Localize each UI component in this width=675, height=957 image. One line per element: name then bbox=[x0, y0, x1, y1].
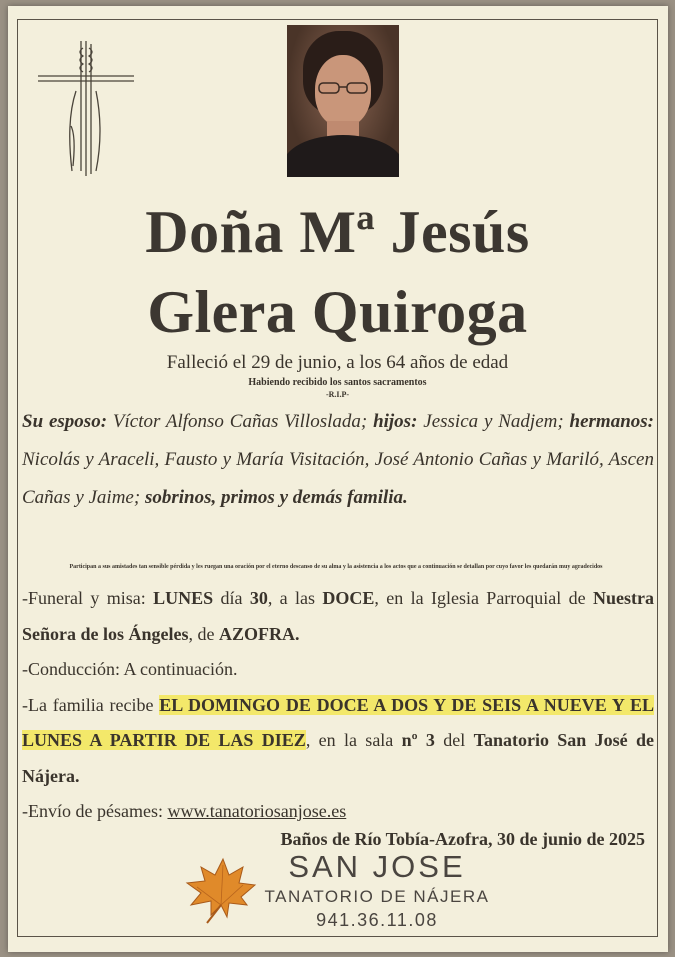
rip-note: -R.I.P- bbox=[325, 390, 350, 399]
place-date: Baños de Río Tobía-Azofra, 30 de junio de 2025 bbox=[280, 829, 645, 849]
spouse-label: Su esposo: bbox=[22, 411, 108, 432]
death-statement: Falleció el 29 de junio, a los 64 años de edad bbox=[166, 352, 509, 373]
family-list bbox=[22, 403, 654, 517]
children-names: Jessica y Nadjem; bbox=[417, 411, 570, 432]
wake-line: -La familia recibe EL DOMINGO DE DOCE A DOS Y DE SEIS A NUEVE Y EL LUNES A PARTIR DE LAS DIEZ, en la sala nº 3 del Tanatorio San José de Nájera. bbox=[22, 694, 654, 786]
brand-subtitle: TANATORIO DE NÁJERA bbox=[264, 887, 490, 906]
siblings-label: hermanos: bbox=[569, 411, 654, 432]
spouse-name: Víctor Alfonso Cañas Villoslada; bbox=[107, 411, 374, 432]
wheat-cross-icon bbox=[36, 36, 136, 181]
deceased-name-line2: Glera Quiroga bbox=[147, 279, 528, 345]
condolences-link[interactable]: www.tanatoriosanjose.es bbox=[167, 801, 347, 821]
wake-schedule-highlight: EL DOMINGO DE DOCE A DOS Y DE SEIS A NUEVE Y EL LUNES A PARTIR DE LAS DIEZ bbox=[22, 694, 654, 750]
sacraments-note: Habiendo recibido los santos sacramentos bbox=[248, 377, 427, 388]
portrait-photo bbox=[287, 25, 399, 177]
deceased-name-line1: Doña Mª Jesús bbox=[145, 199, 530, 265]
conduction-line: -Conducción: A continuación. bbox=[22, 659, 238, 679]
thanks-note: Participan a sus amistades tan sensible pérdida y les ruegan una oración por el eterno descanso de su alma y la asistencia a los actos que a continuación se detallan por cuyo favor les quedarán muy agradecidos bbox=[69, 564, 603, 570]
brand-name: SAN JOSE bbox=[288, 849, 466, 884]
brand-phone: 941.36.11.08 bbox=[316, 910, 438, 930]
funeral-line: -Funeral y misa: LUNES día 30, a las DOCE, en la Iglesia Parroquial de Nuestra Señora de los Ángeles, de AZOFRA. bbox=[22, 588, 654, 644]
maple-leaf-icon bbox=[183, 855, 259, 925]
service-details bbox=[22, 581, 654, 830]
children-label: hijos: bbox=[373, 411, 418, 432]
siblings-names: Nicolás y Araceli, Fausto y María Visitación, José Antonio Cañas y Mariló, Ascen Cañas y Jaime; bbox=[22, 449, 654, 508]
condolences-line: -Envío de pésames: www.tanatoriosanjose.es bbox=[22, 801, 347, 821]
other-family-label: sobrinos, primos y demás familia. bbox=[144, 487, 408, 508]
funeral-home-brand bbox=[262, 848, 492, 932]
